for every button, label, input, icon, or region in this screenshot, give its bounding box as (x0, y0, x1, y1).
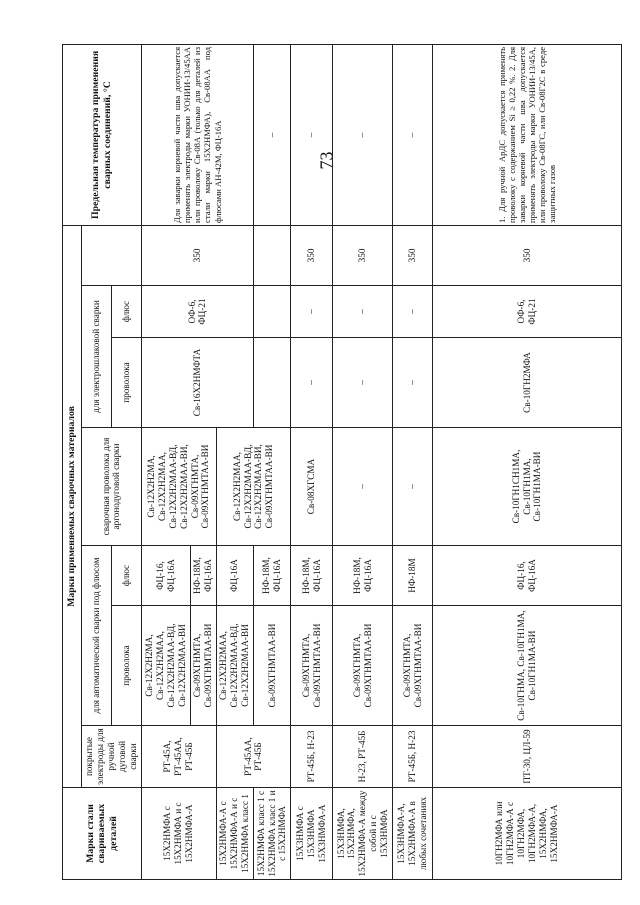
steel-cell: 15Х2НМФА с 15Х2НМФА и с 15Х2НМФА-А (141, 788, 216, 880)
header-electroslag: для электрошлаковой сварки (81, 286, 111, 428)
flux-cell: НФ-18М (393, 546, 433, 606)
header-argon-wire: сварочная проволока для аргонодуговой сварки (81, 428, 141, 546)
es-flux-cell: – (291, 286, 333, 338)
es-wire-cell: Св-10ГН2МФА (433, 338, 622, 428)
electrodes-cell: РТ-45А, РТ-45АА, РТ-45Б (141, 726, 216, 788)
steel-cell: 15Х3НМФА, 15Х2НМФА, 15Х2НМФА-А между собой и с 15Х3НМФА (333, 788, 393, 880)
electrodes-cell: РТ-45Б, Н-23 (291, 726, 333, 788)
header-es-flux: флюс (111, 286, 141, 338)
note-cell: – (333, 44, 393, 225)
wire-cell: Св-12Х2Н2МАА, Св-12Х2Н2МАА-ВД, Св-12Х2Н2МАА-ВИ (216, 606, 253, 726)
es-wire-cell: – (393, 338, 433, 428)
es-flux-cell: ОФ-6, ФЦ-21 (433, 286, 622, 338)
es-wire-cell (253, 338, 290, 428)
flux-cell: НФ-18М, ФЦ-16А (291, 546, 333, 606)
flux-cell: ФЦ-16, ФЦ-16А (141, 546, 190, 606)
note-cell: Для заварки корневой части шва допускается применять электроды марки УОНИИ-13/45АА или проволоку Св-08А (только для деталей из стали марки 15Х2НМФА), Св-08АА под флюсами АН-42М, ФЦ-16А (141, 44, 253, 225)
flux-cell: ФЦ-16А (216, 546, 253, 606)
header-flux: флюс (111, 546, 141, 606)
wire-cell: Св-12Х2Н2МА, Св-12Х2Н2МАА, Св-12Х2Н2МАА-ВД, Св-12Х2Н2МАА-ВИ (141, 606, 190, 726)
argon-cell: Св-12Х2Н2МАА, Св-12Х2Н2МАА-ВД, Св-12Х2Н2МАА-ВИ, Св-09ХГНМТАА-ВИ (216, 428, 291, 546)
page-number: 73 (316, 151, 337, 170)
es-flux-cell: – (333, 286, 393, 338)
header-wire: проволока (111, 606, 141, 726)
note-cell: 1. Для ручной АрДС допускается применять проволоку с содержанием Si ≥ 0,22 %. 2. Для заварки корневой части шва допускается применять электроды марки УОНИИ-13/45А, или проволоку Св-08ГС, или Св-08Г2С в среде защитных газов (433, 44, 622, 225)
electrodes-cell: ПТ-30, ЦЛ-59 (433, 726, 622, 788)
wire-cell: Св-09ХГНМТА, Св-09ХГНМТАА-ВИ (393, 606, 433, 726)
flux-cell: НФ-18М, ФЦ-16А (190, 546, 216, 606)
rotated-table-wrapper (62, 45, 622, 880)
temp-cell: 350 (393, 225, 433, 285)
flux-cell: ФЦ-16, ФЦ-16А (433, 546, 622, 606)
header-es-wire: проволока (111, 338, 141, 428)
table-row (433, 44, 622, 879)
argon-cell: Св-12Х2Н2МА, Св-12Х2Н2МАА, Св-12Х2Н2МАА-ВД, Св-12Х2Н2МАА-ВИ, Св-09ХГНМТА, Св-09ХГНМТАА-ВИ (141, 428, 216, 546)
header-materials-group: Марки применяемых сварочных материалов (63, 225, 82, 787)
table-row (393, 44, 433, 879)
wire-cell: Св-09ХГНМТАА-ВИ (253, 606, 290, 726)
header-max-temp: Предельная температура применения сварных соединений, °C (63, 44, 142, 225)
argon-cell: Св-10ГН1СН1МА, Св-10ГН1МА, Св-10ГН1МА-ВИ (433, 428, 622, 546)
temp-cell: 350 (433, 225, 622, 285)
electrodes-cell: РТ-45АА, РТ-45Б (216, 726, 291, 788)
es-wire-cell: – (291, 338, 333, 428)
header-steel-grades: Марки стали свариваемых деталей (63, 788, 142, 880)
es-wire-cell: – (333, 338, 393, 428)
table-row (291, 44, 333, 879)
steel-cell: 10ГН2МФА или 10ГН2МФА-А с 10ГН2МФА, 10ГН2МФА-А, 15Х2НМФА, 15Х2НМФА-А (433, 788, 622, 880)
note-cell: – (291, 44, 333, 225)
header-auto-welding: для автоматической сварки под флюсом (81, 546, 111, 726)
wire-cell: Св-09ХГНМТА, Св-09ХГНМТАА-ВИ (291, 606, 333, 726)
steel-cell: 15Х2НМФА-А с 15Х2НМФА-А и с 15Х2НМФА класс 1 (216, 788, 253, 880)
argon-cell: Св-08ХГСМА (291, 428, 333, 546)
es-flux-cell: ОФ-6, ФЦ-21 (141, 286, 253, 338)
argon-cell: – (333, 428, 393, 546)
temp-cell: 350 (333, 225, 393, 285)
flux-cell: НФ-18М, ФЦ-16А (333, 546, 393, 606)
electrodes-cell: РТ-45Б, Н-23 (393, 726, 433, 788)
es-flux-cell (253, 286, 290, 338)
temp-cell: 350 (141, 225, 253, 285)
flux-cell: НФ-18М, ФЦ-16А (253, 546, 290, 606)
wire-cell: Св-10ГНМА, Св-10ГН1МА, Св-10ГН1МА-ВИ (433, 606, 622, 726)
steel-cell: 15Х2НМФА класс 1 с 15Х2НМФА класс 1 и с 15Х2НМФА (253, 788, 290, 880)
temp-cell: 350 (291, 225, 333, 285)
argon-cell: – (393, 428, 433, 546)
note-cell: – (393, 44, 433, 225)
note-cell: – (253, 44, 290, 225)
steel-cell: 15Х3НМФА-А, 15Х2НМФА-А в любых сочетаниях (393, 788, 433, 880)
wire-cell: Св-09ХГНМТА, Св-09ХГНМТАА-ВИ (333, 606, 393, 726)
welding-materials-table (62, 44, 622, 880)
header-coated-electrodes: покрытые электроды для ручной дуговой сварки (81, 726, 141, 788)
steel-cell: 15Х3НМФА с 15Х3НМФА 15Х3НМФА-А (291, 788, 333, 880)
electrodes-cell: Н-23, РТ-45Б (333, 726, 393, 788)
es-flux-cell: – (393, 286, 433, 338)
wire-cell: Св-09ХГНМТА, Св-09ХГНМТАА-ВИ (190, 606, 216, 726)
temp-cell (253, 225, 290, 285)
table-row (141, 44, 190, 879)
es-wire-cell: Св-16Х2НМФТА (141, 338, 253, 428)
table-row (333, 44, 393, 879)
